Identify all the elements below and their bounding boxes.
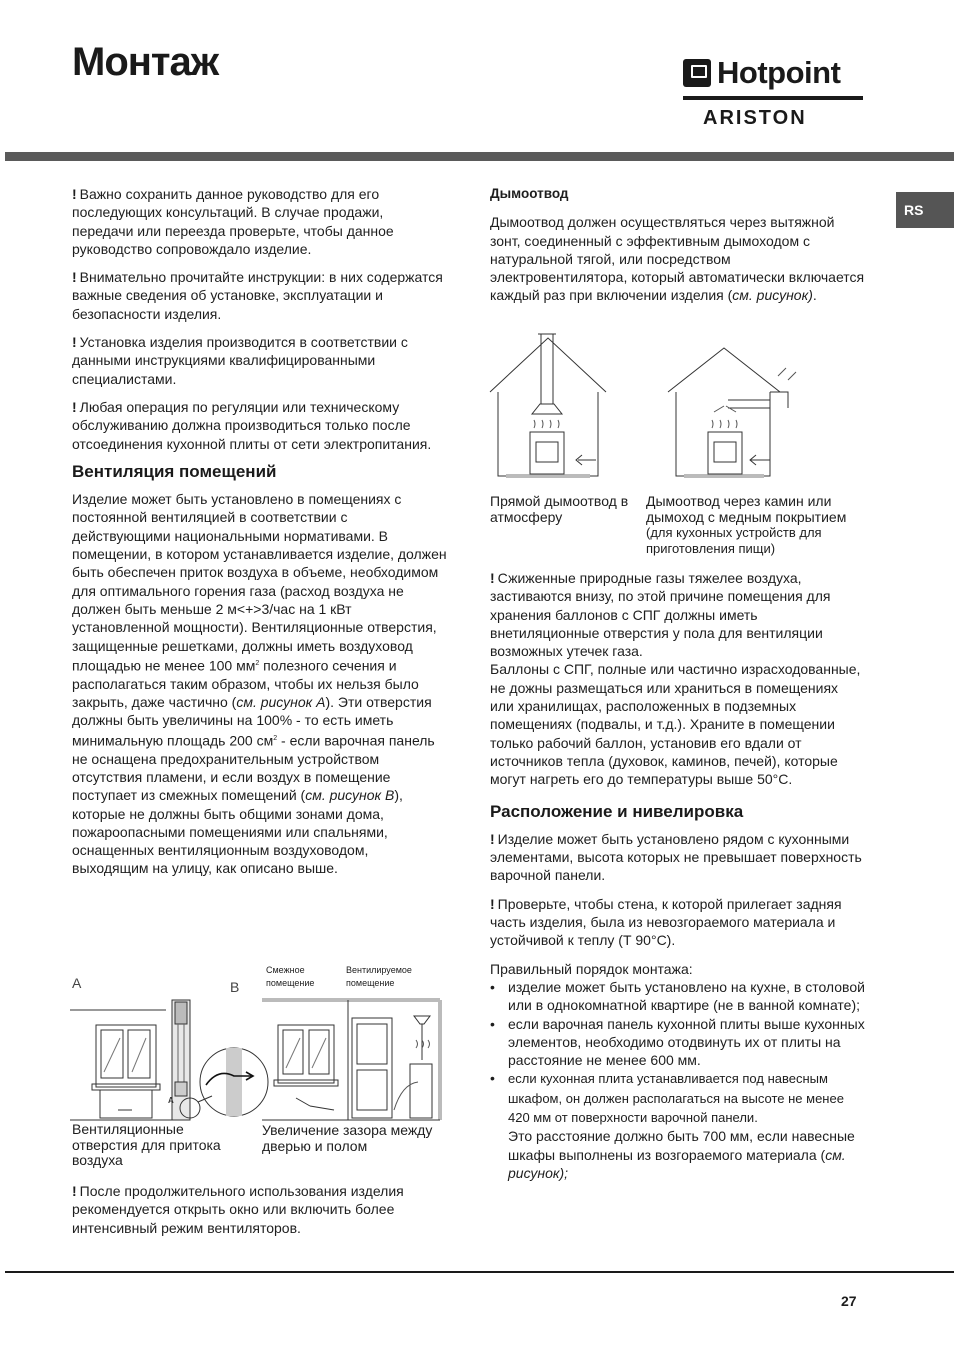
- figure-small-a: A: [168, 1096, 174, 1105]
- header-bar: [5, 152, 954, 161]
- list-item: • изделие может быть установлено на кухне, в столовой или в однокомнатной квартире (не в ванной комнате);: [490, 978, 865, 1015]
- warning-icon: !: [72, 1183, 77, 1199]
- brand-logo: [683, 55, 863, 135]
- figure-a-caption: Вентиляционные отверстия для притока воздуха: [72, 1121, 221, 1168]
- warning-icon: !: [490, 830, 495, 847]
- left-column: [72, 185, 447, 888]
- figure-label-b: B: [230, 979, 240, 995]
- note-paragraph: ! Любая операция по регуляции или техническому обслуживанию должна производиться только после отсоединения кухонной плиты от сети электропитания.: [72, 398, 432, 452]
- list-item: • если варочная панель кухонной плиты выше кухонных элементов, необходимо отодвинуть их от плиты на расстояние не менее 600 мм.: [490, 1015, 865, 1070]
- warning-icon: !: [72, 334, 77, 351]
- chimney-exhaust-caption: Дымоотвод через камин или дымоход с медным покрытием (для кухонных устройств для приготовления пищи): [646, 493, 847, 556]
- ventilation-text: Изделие может быть установлено в помещениях с постоянной вентиляцией в соответствии с действующими национальными нормативами. В помещении, в котором устанавливается изделие, должен быть обеспечен приток воздуха в объеме, необходимом для оптимального горения газа (расход воздуха не должен быть меньше 2 м<+>3/час на 1 кВт установленной мощности). Вентиляционные отверстия, защищенные решетками, должны иметь воздуховод площадью не менее 100 $мм^2$ полезного сечения и располагаться таким образом, чтобы их нельзя было закрыть, даже частично (см. рисунок А). Эти отверстия должны быть увеличины на 100% - то есть иметь минимальную площадь 200 $см^2$ - если варочная панель не оснащена предохранительным устройством отсутствия пламени, и если воздух в помещение поступает из смежных помещений (см. рисунок В), которые не должны быть общими зонами дома, пожароопасными помещениями или спальнями, оснащенных вентиляционным воздуховодом, выходящим на улицу, как описано выше.: [72, 491, 447, 877]
- warning-icon: !: [490, 895, 495, 912]
- right-column: [490, 185, 865, 315]
- warning-icon: !: [72, 269, 77, 286]
- page-title: Монтаж: [72, 40, 219, 84]
- warning-icon: !: [72, 186, 77, 202]
- list-item: • если кухонная плита устанавливается под навесным шкафом, он должен располагаться на высоте не менее 420 мм от поверхности варочной панели. Это расстояние должно быть 700 мм, если навесные шкафы выполнены из возгораемого материала (см. рисунок);: [490, 1069, 865, 1182]
- section-heading-smoke: Дымоотвод: [490, 186, 569, 201]
- hotpoint-logo-icon: [683, 59, 711, 87]
- gas-storage-text: Баллоны с СПГ, полные или частично израсходованные, не дожны размещаться или храниться в помещениях или хранилищах, расположенных в подземных помещениях (подвалы, и т.д.). Храните в помещении только рабочий баллон, установив его вдали от источников тепла (духовок, каминов, печей), которые могут нагреть его до температуры выше 50°С.: [490, 661, 861, 788]
- smoke-text: Дымоотвод должен осуществляться через вытяжной зонт, соединенный с эффективным дымоходом с натуральной тягой, или посредством электровентилятора, который автоматически включается каждый раз при включении изделия (см. рисунок).: [490, 214, 865, 304]
- brand-sub: ARISTON: [703, 107, 807, 129]
- ventilated-room-label: Вентилируемое помещение: [346, 965, 412, 988]
- language-tab: RS: [896, 192, 954, 228]
- installation-order-list: [490, 978, 865, 1182]
- after-figure-note: ! После продолжительного использования изделия рекомендуется открыть окно или включить более интенсивный режим вентиляторов.: [72, 1183, 404, 1236]
- order-intro: Правильный порядок монтажа:: [490, 960, 693, 977]
- adjacent-room-label: Смежное помещение: [266, 965, 315, 988]
- positioning-note-2: ! Проверьте, чтобы стена, к которой прилегает задняя часть изделия, была из невозгораемого материала и устойчивой к теплу (Т 90°С).: [490, 895, 842, 949]
- section-heading-ventilation: Вентиляция помещений: [72, 461, 277, 481]
- positioning-note-1: ! Изделие может быть установлено рядом с кухонными элементами, высота которых не превышает поверхность варочной панели.: [490, 830, 862, 884]
- smoke-exhaust-drawing: [488, 328, 866, 498]
- figure-b-caption: Увеличение зазора между дверью и полом: [262, 1122, 433, 1154]
- ventilation-drawing: [66, 960, 456, 1130]
- direct-exhaust-caption: Прямой дымоотвод в атмосферу: [490, 493, 629, 525]
- right-column-lower: [490, 569, 865, 1182]
- smoke-exhaust-figure: [488, 328, 866, 563]
- logo-divider: [683, 96, 863, 100]
- ventilation-figure: [66, 960, 456, 1175]
- brand-main: Hotpoint: [717, 55, 841, 90]
- page-number: 27: [841, 1293, 857, 1309]
- gas-warning: ! Сжиженные природные газы тяжелее воздуха, застиваются внизу, по этой причине помещения для хранения баллонов с СПГ должны иметь внетиляционные отверстия у пола для вентиляции возможных утечек газа.: [490, 570, 831, 660]
- warning-icon: !: [72, 398, 77, 415]
- note-paragraph: ! Внимательно прочитайте инструкции: в них содержатся важные сведения об установке, эксплуатации и безопасности изделия.: [72, 269, 443, 322]
- note-paragraph: ! Установка изделия производится в соответствии с данными инструкциями квалифицированными специалистами.: [72, 334, 408, 387]
- warning-icon: !: [490, 570, 495, 586]
- figure-label-a: A: [72, 975, 82, 991]
- footer-line: [5, 1271, 954, 1273]
- section-heading-positioning: Расположение и нивелировка: [490, 801, 744, 821]
- note-paragraph: ! Важно сохранить данное руководство для его последующих консультаций. В случае продажи, передачи или переезда проверьте, чтобы данное руководство сопровождало изделие.: [72, 186, 394, 257]
